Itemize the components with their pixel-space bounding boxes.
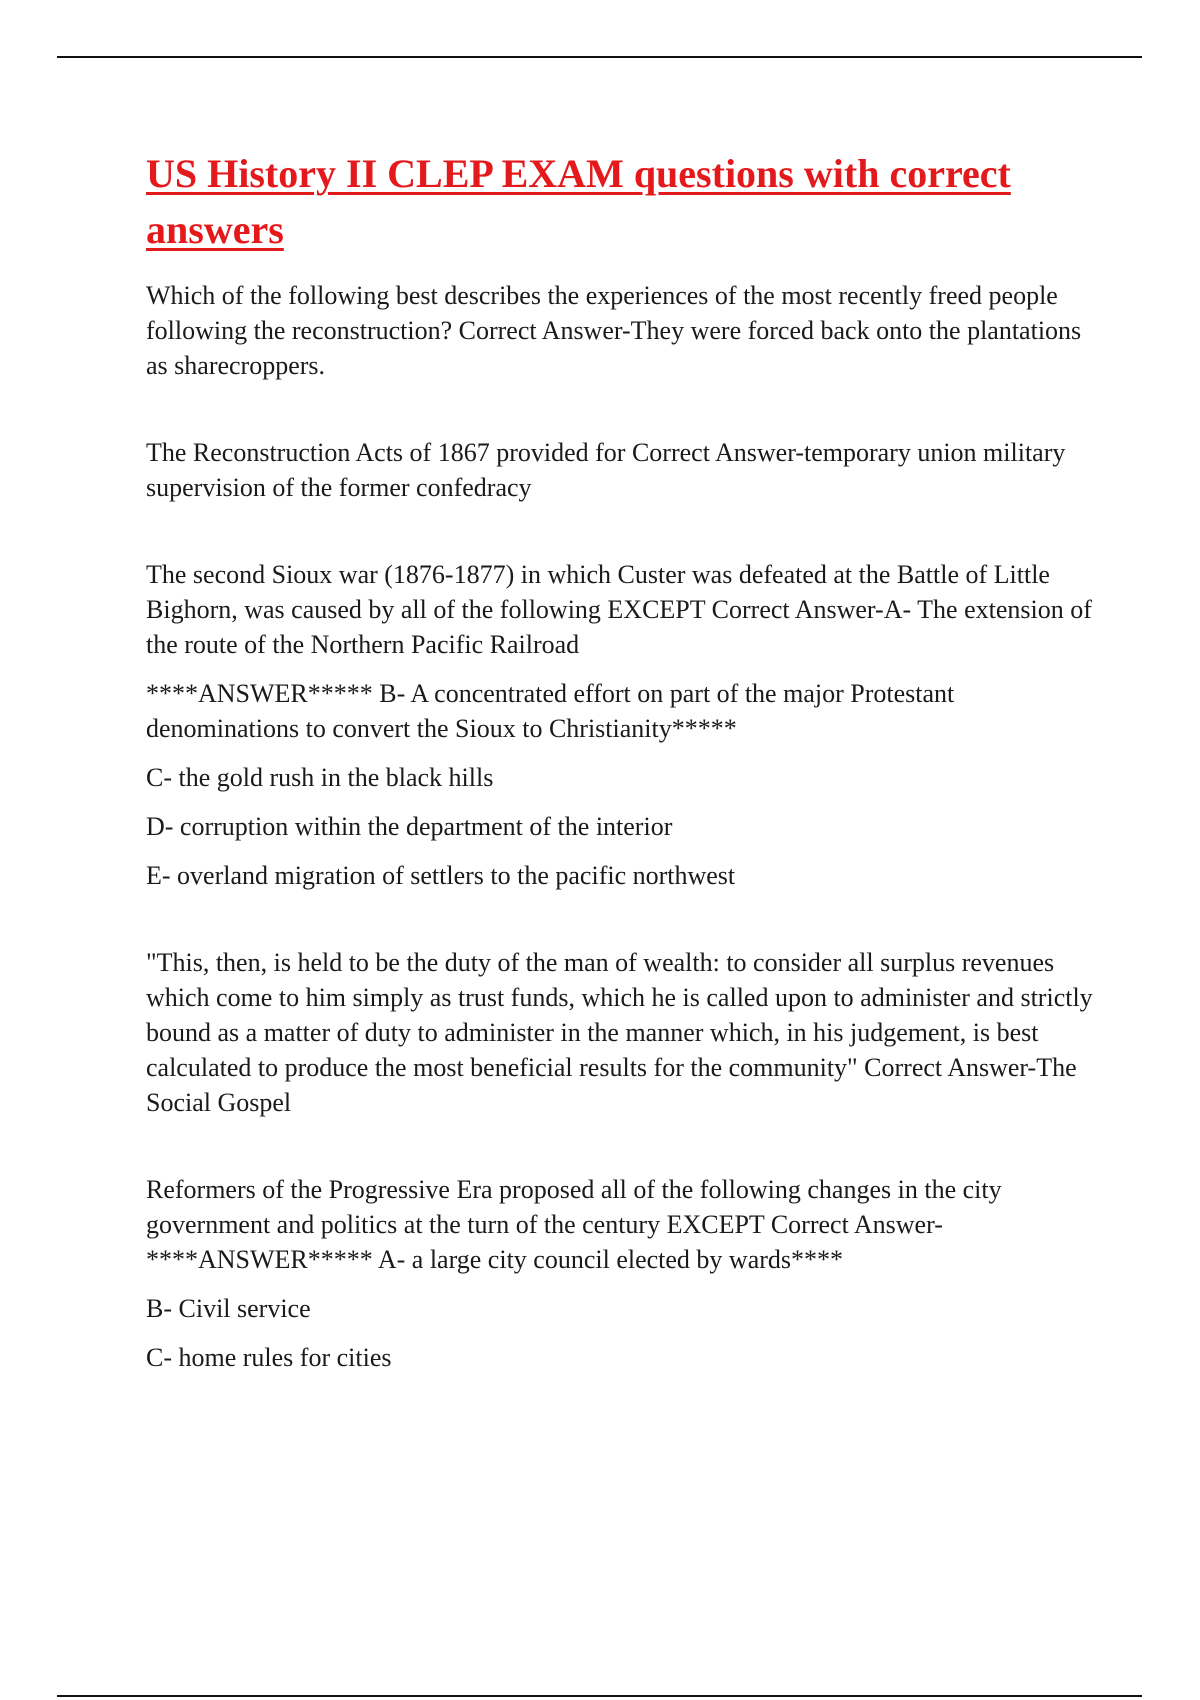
question-paragraph: Which of the following best describes the experiences of the most recently freed people following the reconstruction? Correct Answer-They were forced back onto the plantations as sharecroppers. xyxy=(146,281,1082,380)
answer-option: D- corruption within the department of the interior xyxy=(146,812,673,841)
question-paragraph: The second Sioux war (1876-1877) in which Custer was defeated at the Battle of Little Bighorn, was caused by all of the following EXCEPT Correct Answer-A- The extension of the route of the Northern Pacific Railroad xyxy=(146,560,1092,659)
question-paragraph: Reformers of the Progressive Era proposed all of the following changes in the city government and politics at the turn of the century EXCEPT Correct Answer-****ANSWER***** A- a large city council elected by wards**** xyxy=(146,1175,1002,1274)
document-title: US History II CLEP EXAM questions with correct answers xyxy=(146,151,1011,252)
footer-rule xyxy=(57,1695,1142,1697)
document-body xyxy=(146,146,1106,1389)
header-rule xyxy=(57,56,1142,58)
answer-option: B- Civil service xyxy=(146,1294,311,1323)
answer-option: ****ANSWER***** B- A concentrated effort on part of the major Protestant denominations to convert the Sioux to Christianity***** xyxy=(146,679,955,743)
question-paragraph: "This, then, is held to be the duty of the man of wealth: to consider all surplus revenues which come to him simply as trust funds, which he is called upon to administer and strictly bound as a matter of duty to administer in the manner which, in his judgement, is best calculated to produce the most beneficial results for the community" Correct Answer-The Social Gospel xyxy=(146,948,1093,1117)
question-paragraph: The Reconstruction Acts of 1867 provided for Correct Answer-temporary union military supervision of the former confedracy xyxy=(146,438,1066,502)
answer-option: C- home rules for cities xyxy=(146,1343,392,1372)
answer-option: E- overland migration of settlers to the pacific northwest xyxy=(146,861,736,890)
answer-option: C- the gold rush in the black hills xyxy=(146,763,494,792)
